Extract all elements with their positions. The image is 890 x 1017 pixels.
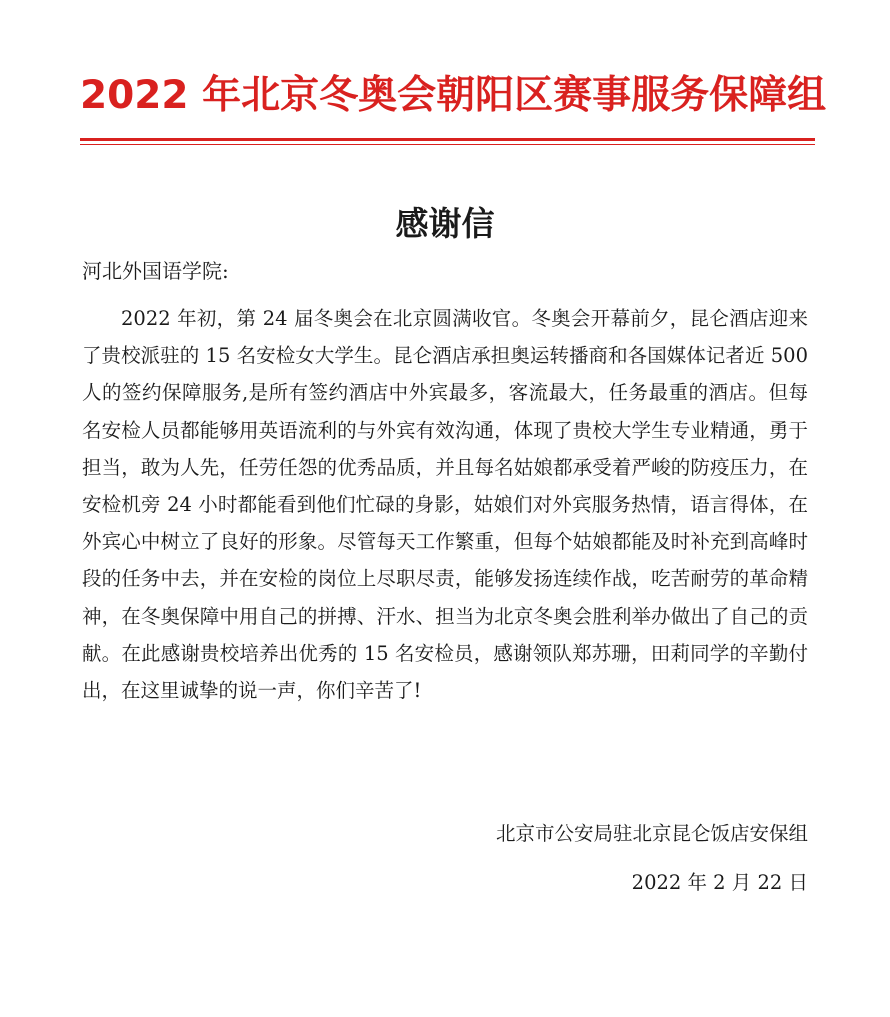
letter-title: 感谢信 bbox=[395, 204, 495, 243]
signature: 北京市公安局驻北京昆仑饭店安保组 bbox=[495, 822, 808, 845]
letterhead-rule-thin bbox=[80, 144, 815, 145]
salutation: 河北外国语学院: bbox=[82, 259, 229, 283]
letter-body: 2022 年初，第 24 届冬奥会在北京圆满收官。冬奥会开幕前夕，昆仑酒店迎来了贵校派驻的 15 名安检女大学生。昆仑酒店承担奥运转播商和各国媒体记者近 500 人的签约保障服务,是所有签约酒店中外宾最多，客流最大，任务最重的酒店。但每名安检人员都能够用英语流利的与外宾有效沟通，体现了贵校大学生专业精通，勇于担当，敢为人先，任劳任怨的优秀品质，并且每名姑娘都承受着严峻的防疫压力，在安检机旁 24 小时都能看到他们忙碌的身影，姑娘们对外宾服务热情，语言得体，在外宾心中树立了良好的形象。尽管每天工作繁重，但每个姑娘都能及时补充到高峰时段的任务中去，并在安检的岗位上尽职尽责，能够发扬连续作战，吃苦耐劳的革命精神，在冬奥保障中用自己的拼搏、汗水、担当为北京冬奥会胜利举办做出了自己的贡献。在此感谢贵校培养出优秀的 15 名安检员，感谢领队郑苏珊，田莉同学的辛勤付出，在这里诚挚的说一声，你们辛苦了! bbox=[82, 307, 808, 703]
letter-date: 2022 年 2 月 22 日 bbox=[631, 871, 808, 894]
letterhead-title: 2022 年北京冬奥会朝阳区赛事服务保障组 bbox=[80, 73, 827, 118]
letterhead-rule-thick bbox=[80, 138, 815, 141]
